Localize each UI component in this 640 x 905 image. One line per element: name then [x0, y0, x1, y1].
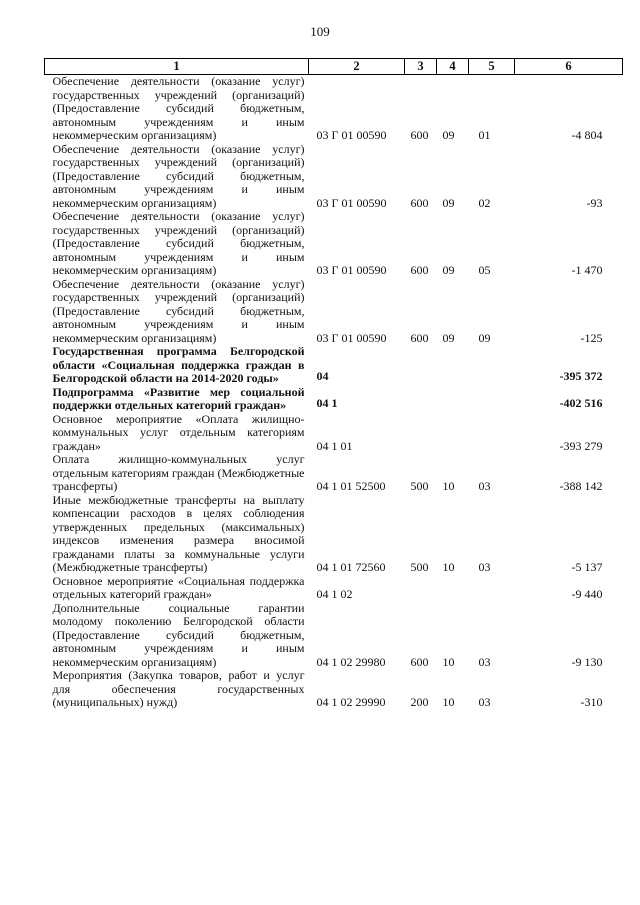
- table-row: [45, 602, 623, 670]
- row-name: Обеспечение деятельности (оказание услуг) государственных учреждений (организаций) (Предоставление субсидий бюджетным, автономным учреждениям и иным некоммерческим организациям): [52, 74, 305, 142]
- row-col-3: [405, 575, 437, 602]
- row-col-3: 600: [410, 654, 429, 669]
- row-col-5: [469, 575, 515, 602]
- row-col-4: 10: [442, 695, 455, 709]
- table-row: [45, 575, 623, 602]
- row-col-3: 600: [410, 263, 429, 277]
- row-col-3: 200: [410, 695, 429, 709]
- row-name: Государственная программа Белгородской области «Социальная поддержка граждан в Белгородской области на 2014-2020 годы»: [52, 344, 305, 385]
- row-amount: -125: [580, 330, 603, 345]
- row-name: Мероприятия (Закупка товаров, работ и услуг для обеспечения государственных (муниципальных) нужд): [52, 668, 305, 709]
- table-row: [45, 386, 623, 413]
- row-col-3: [405, 413, 437, 454]
- row-col-4: 09: [442, 330, 455, 345]
- row-amount: -393 279: [559, 438, 603, 453]
- row-amount: -1 470: [571, 263, 603, 277]
- row-col-4: 10: [442, 479, 455, 493]
- table-row: [45, 413, 623, 454]
- row-col-4: 09: [442, 128, 455, 142]
- row-amount: -93: [586, 195, 603, 210]
- row-code: 04: [316, 369, 329, 383]
- row-code: 04 1 02 29990: [316, 695, 386, 709]
- row-col-4: [437, 345, 469, 386]
- row-col-4: 10: [442, 560, 455, 574]
- row-code: 04 1 01 72560: [316, 560, 386, 574]
- row-code: 03 Г 01 00590: [316, 128, 387, 142]
- header-col-3: 3: [405, 59, 437, 75]
- row-name: Обеспечение деятельности (оказание услуг) государственных учреждений (организаций) (Предоставление субсидий бюджетным, автономным учреждениям и иным некоммерческим организациям): [52, 276, 305, 345]
- row-code: 04 1: [316, 396, 338, 410]
- row-amount: -9 130: [571, 654, 603, 669]
- row-amount: -5 137: [571, 560, 603, 574]
- row-col-3: [405, 386, 437, 413]
- row-col-5: 01: [478, 128, 491, 142]
- row-amount: -388 142: [559, 479, 603, 493]
- row-col-4: [437, 413, 469, 454]
- row-name: Основное мероприятие «Социальная поддержка отдельных категорий граждан»: [52, 573, 305, 601]
- row-code: 04 1 01: [316, 438, 353, 453]
- row-col-3: [405, 345, 437, 386]
- row-col-3: 600: [410, 195, 429, 210]
- row-col-3: 600: [410, 128, 429, 142]
- row-col-5: 09: [478, 330, 491, 345]
- header-col-5: 5: [469, 59, 515, 75]
- row-name: Оплата жилищно-коммунальных услуг отдельным категориям граждан (Межбюджетные трансферты): [52, 452, 305, 493]
- table-row: [45, 669, 623, 710]
- table-row: [45, 278, 623, 346]
- table-row: [45, 143, 623, 211]
- row-code: 04 1 01 52500: [316, 479, 386, 493]
- budget-table: [44, 58, 623, 710]
- row-code: 03 Г 01 00590: [316, 263, 387, 277]
- row-col-5: 03: [478, 654, 491, 669]
- row-amount: -9 440: [571, 587, 603, 601]
- row-code: 03 Г 01 00590: [316, 195, 387, 210]
- row-code: 03 Г 01 00590: [316, 330, 387, 345]
- row-col-4: 09: [442, 263, 455, 277]
- row-name: Иные межбюджетные трансферты на выплату компенсации расходов в целях соблюдения утвержденных предельных (максимальных) индексов изменения размера вносимой гражданами платы за коммунальные услуги (Межбюджетные трансферты): [52, 492, 305, 574]
- row-col-5: [469, 413, 515, 454]
- row-col-5: 03: [478, 560, 491, 574]
- row-col-4: [437, 386, 469, 413]
- row-name: Обеспечение деятельности (оказание услуг) государственных учреждений (организаций) (Предоставление субсидий бюджетным, автономным учреждениям и иным некоммерческим организациям): [52, 209, 305, 277]
- row-col-4: 09: [442, 195, 455, 210]
- page-number: 109: [310, 24, 330, 39]
- row-col-3: 600: [410, 330, 429, 345]
- row-code: 04 1 02 29980: [316, 654, 386, 669]
- header-col-1: 1: [45, 59, 309, 75]
- row-amount: -402 516: [559, 396, 603, 410]
- row-code: 04 1 02: [316, 587, 353, 601]
- row-col-5: 05: [478, 263, 491, 277]
- row-name: Обеспечение деятельности (оказание услуг) государственных учреждений (организаций) (Предоставление субсидий бюджетным, автономным учреждениям и иным некоммерческим организациям): [52, 141, 305, 210]
- row-col-5: 03: [478, 695, 491, 709]
- row-name: Дополнительные социальные гарантии молодому поколению Белгородской области (Предоставление субсидий бюджетным, автономным учреждениям и иным некоммерческим организациям): [52, 600, 305, 669]
- table-row: [45, 345, 623, 386]
- row-col-5: 03: [478, 479, 491, 493]
- table-row: [45, 453, 623, 494]
- row-amount: -310: [580, 695, 603, 709]
- row-col-4: 10: [442, 654, 455, 669]
- table-body: [45, 75, 623, 710]
- header-col-4: 4: [437, 59, 469, 75]
- row-name: Подпрограмма «Развитие мер социальной поддержки отдельных категорий граждан»: [52, 384, 305, 412]
- table-row: [45, 494, 623, 575]
- row-amount: -4 804: [571, 128, 603, 142]
- row-col-5: 02: [478, 195, 491, 210]
- table-row: [45, 75, 623, 143]
- header-col-2: 2: [309, 59, 405, 75]
- row-col-3: 500: [410, 560, 429, 574]
- row-col-5: [469, 345, 515, 386]
- row-col-5: [469, 386, 515, 413]
- row-amount: -395 372: [559, 369, 603, 383]
- row-col-4: [437, 575, 469, 602]
- row-col-3: 500: [410, 479, 429, 493]
- header-col-6: 6: [515, 59, 623, 75]
- row-name: Основное мероприятие «Оплата жилищно-коммунальных услуг отдельным категориям граждан»: [52, 411, 305, 453]
- table-row: [45, 210, 623, 278]
- table-header-row: [45, 59, 623, 75]
